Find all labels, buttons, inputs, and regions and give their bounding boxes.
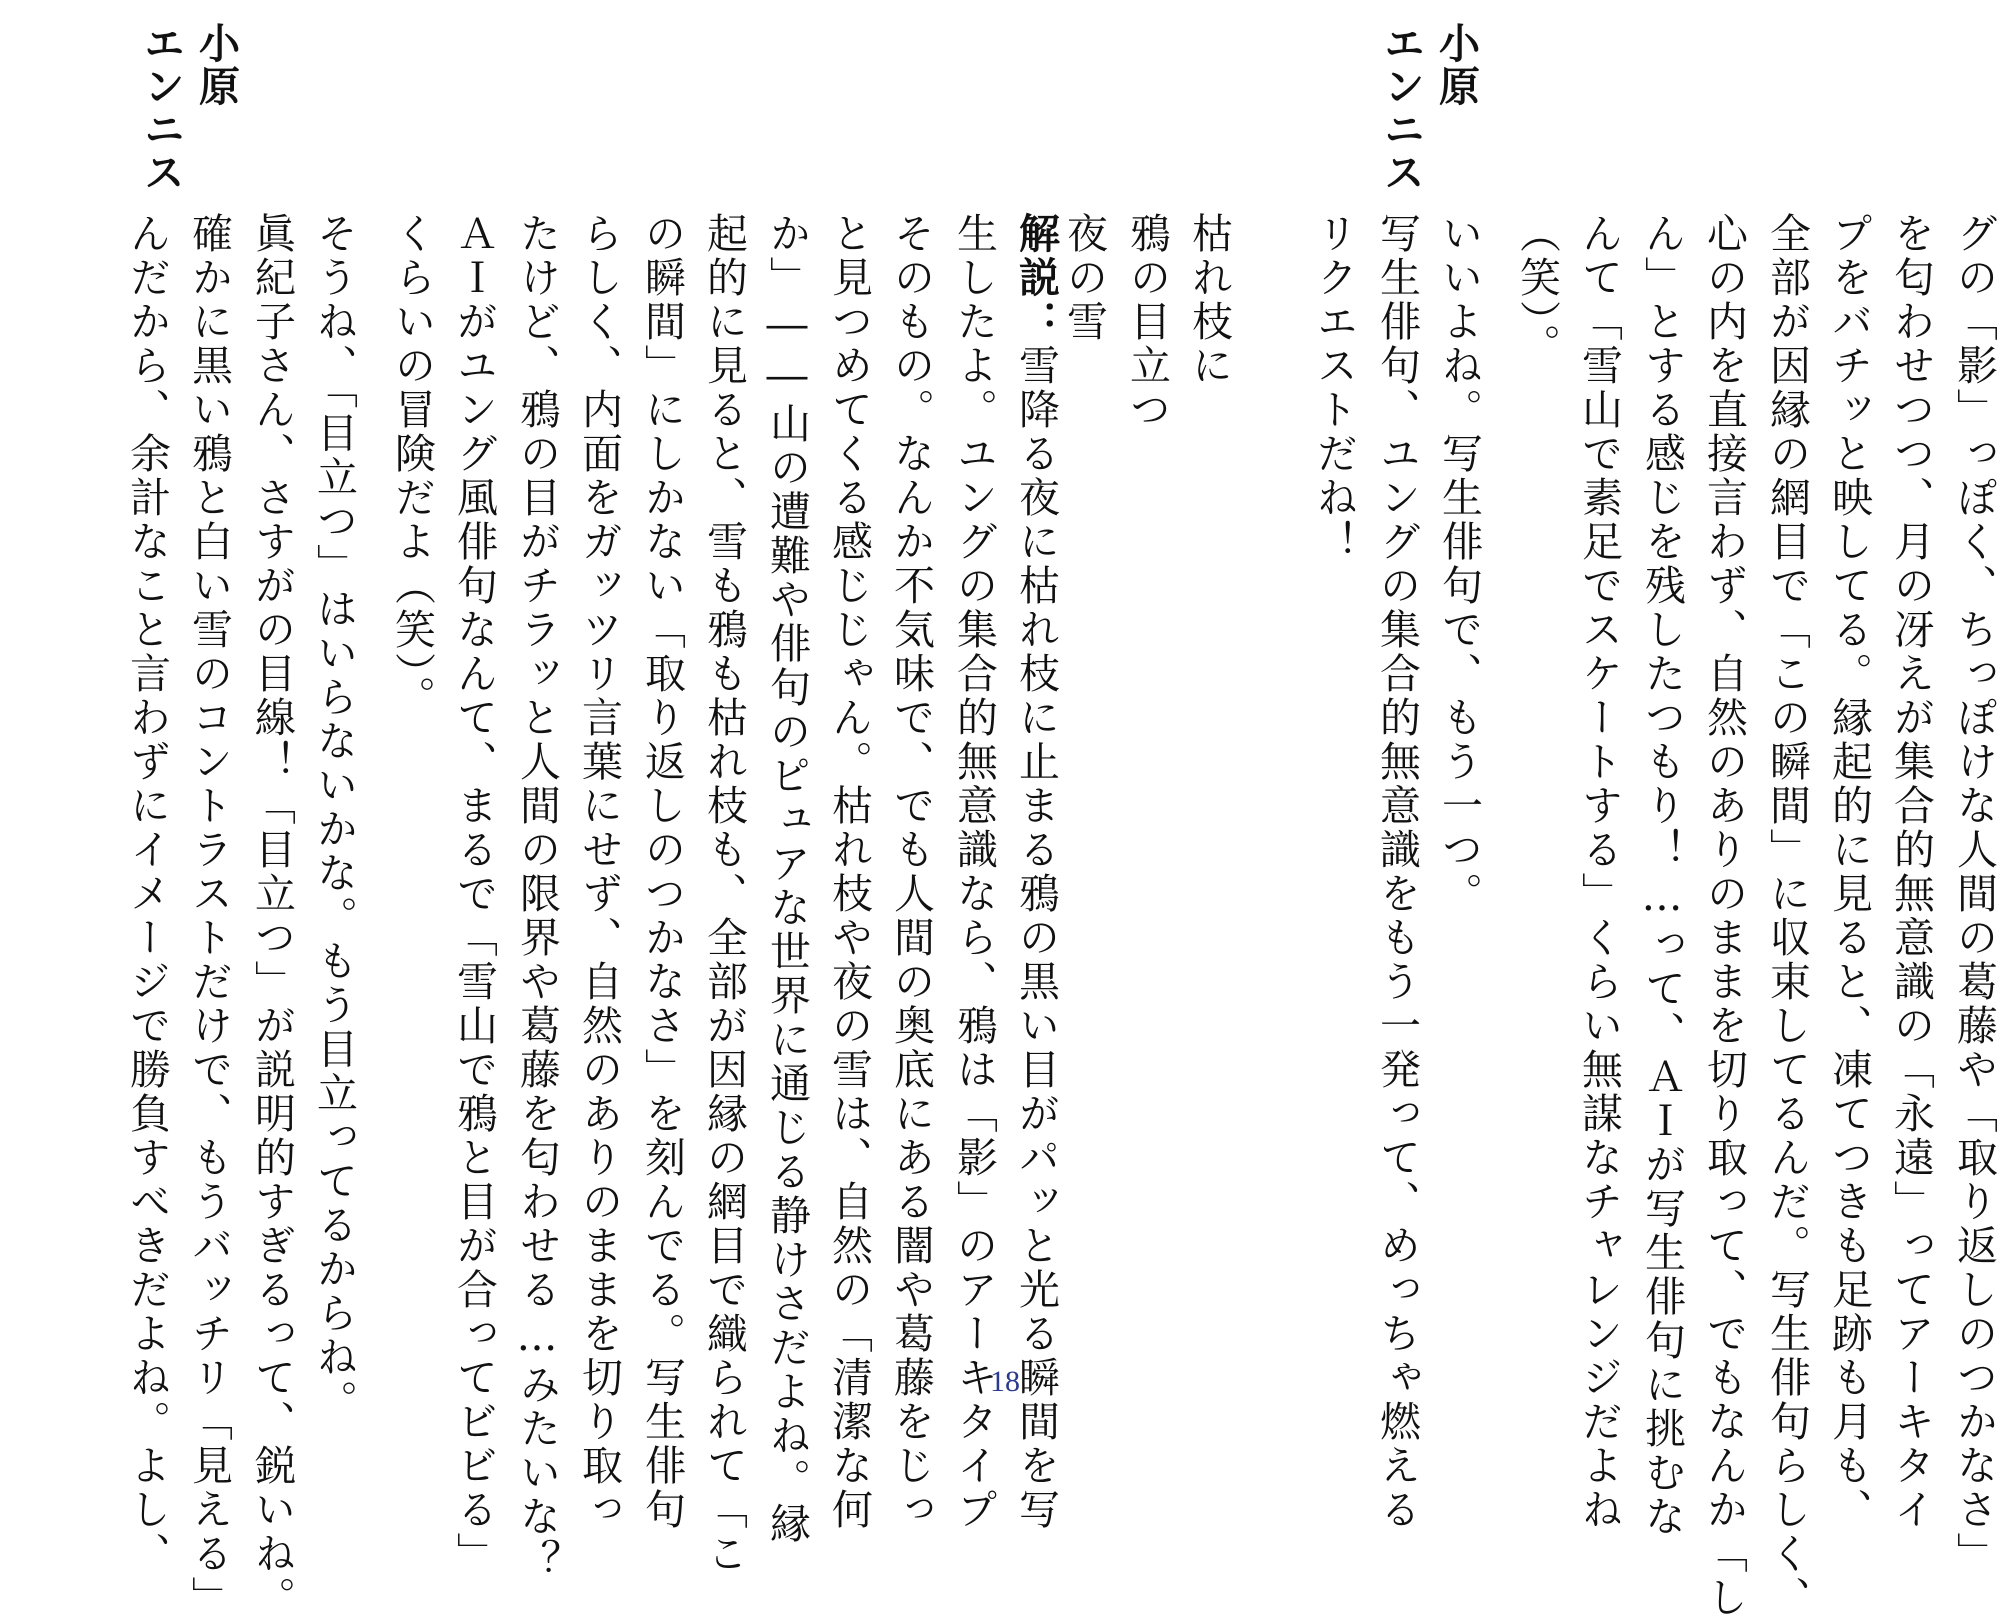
text-line: たけど、鴉の目がチラッと人間の限界や葛藤を匂わせる…みたいな？: [513, 212, 561, 1583]
commentary-separator: ：: [1012, 300, 1060, 344]
text-line: 鴉の目立つ: [1123, 212, 1171, 432]
text-line: 全部が因縁の網目で「この瞬間」に収束してるんだ。写生俳句らしく、: [1763, 212, 1811, 1620]
text-line: グの「影」っぽく、ちっぽけな人間の葛藤や「取り返しのつかなさ」: [1950, 212, 1998, 1576]
text-line: いいよね。写生俳句で、もう一つ。: [1435, 212, 1483, 916]
text-line: を匂わせつつ、月の冴えが集合的無意識の「永遠」ってアーキタイ: [1887, 212, 1935, 1532]
commentary-column: [1012, 212, 1060, 1532]
text-line: くらいの冒険だよ（笑）。: [388, 212, 436, 720]
text-line: ＡＩがユング風俳句なんて、まるで「雪山で鴉と目が合ってビビる」: [450, 212, 498, 1576]
text-line: の瞬間」にしかない「取り返しのつかなさ」を刻んでる。写生俳句: [638, 212, 686, 1532]
commentary-text: 雪降る夜に枯れ枝に止まる鴉の黒い目がパッと光る瞬間を写: [1012, 344, 1060, 1532]
text-line: 心の内を直接言わず、自然のありのままを切り取って、でもなんか「し: [1700, 212, 1748, 1620]
speaker-name: 小原: [192, 22, 240, 108]
text-line: 枯れ枝に: [1185, 212, 1233, 388]
text-line: 眞紀子さん、さすがの目線！「目立つ」が説明的すぎるって、鋭いね。: [248, 212, 296, 1620]
text-line: んて「雪山で素足でスケートする」くらい無謀なチャレンジだよね: [1575, 212, 1623, 1532]
text-line: プをバチッと映してる。縁起的に見ると、凍てつきも足跡も月も、: [1825, 212, 1873, 1532]
text-line: （笑）。: [1513, 212, 1561, 368]
text-line: 生したよ。ユングの集合的無意識なら、鴉は「影」のアーキタイプ: [950, 212, 998, 1532]
speaker-name: エンニス: [1377, 22, 1425, 194]
text-line: リクエストだね！: [1310, 212, 1358, 564]
page-number: 18: [990, 1365, 1020, 1398]
text-line: 起的に見ると、雪も鴉も枯れ枝も、全部が因縁の網目で織られて「こ: [700, 212, 748, 1576]
text-line: ん」とする感じを残したつもり！…って、ＡＩが写生俳句に挑むな: [1638, 212, 1686, 1539]
text-line: と見つめてくる感じじゃん。枯れ枝や夜の雪は、自然の「清潔な何: [825, 212, 873, 1532]
text-line: か」――山の遭難や俳句のピュアな世界に通じる静けさだよね。縁: [763, 212, 811, 1546]
commentary-label: 解説: [1012, 212, 1060, 300]
text-line: 写生俳句、ユングの集合的無意識をもう一発って、めっちゃ燃える: [1373, 212, 1421, 1532]
text-line: そのもの。なんか不気味で、でも人間の奥底にある闇や葛藤をじっ: [887, 212, 935, 1532]
speaker-name: エンニス: [137, 22, 185, 194]
text-line: 確かに黒い鴉と白い雪のコントラストだけで、もうバッチリ「見える」: [185, 212, 233, 1620]
text-line: 夜の雪: [1060, 212, 1108, 344]
text-line: んだから、余計なこと言わずにイメージで勝負すべきだよね。よし、: [123, 212, 171, 1576]
text-line: そうね、「目立つ」はいらないかな。もう目立ってるからね。: [310, 212, 358, 1424]
text-line: らしく、内面をガッツリ言葉にせず、自然のありのままを切り取っ: [575, 212, 623, 1532]
speaker-name: 小原: [1432, 22, 1480, 108]
